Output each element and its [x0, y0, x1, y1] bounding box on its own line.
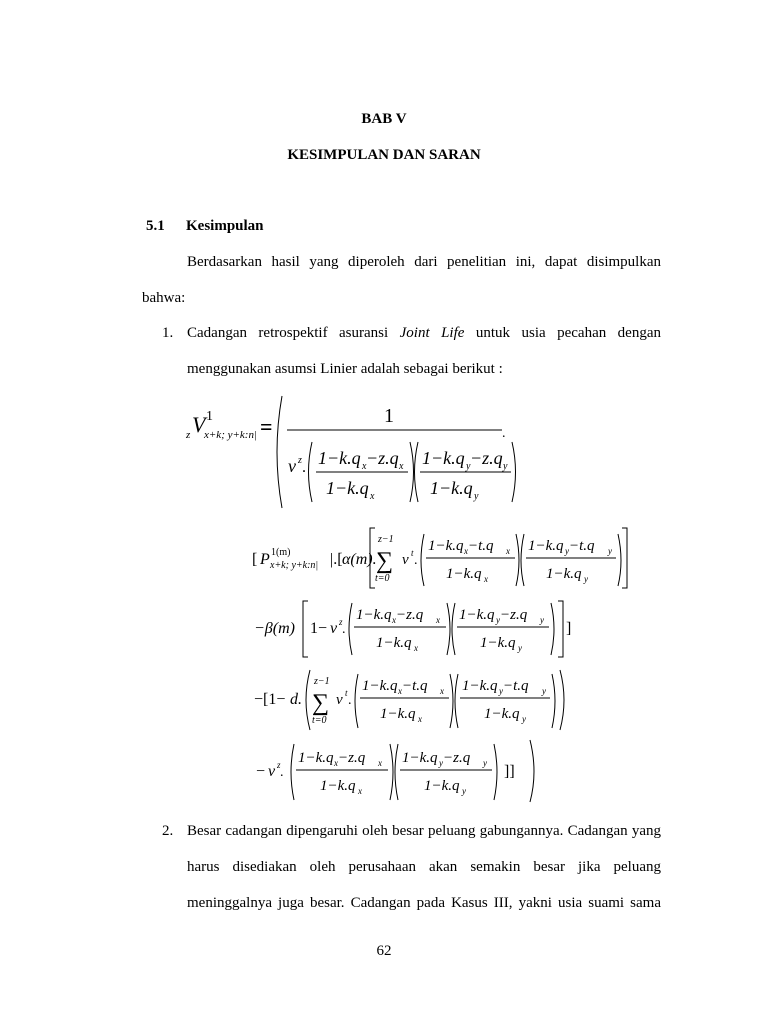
- svg-text:z: z: [339, 617, 343, 627]
- svg-text:1: 1: [384, 405, 394, 427]
- svg-text:−t.q: −t.q: [402, 678, 428, 694]
- chapter-label: BAB V: [361, 111, 407, 127]
- svg-text:x: x: [392, 615, 396, 625]
- svg-text:x: x: [358, 786, 362, 796]
- list-item-1-line-1: Cadangan retrospektif asuransi Joint Life untuk usia pecahan dengan: [187, 325, 661, 341]
- svg-text:1−k.q: 1−k.q: [402, 750, 438, 766]
- svg-text:.: .: [342, 622, 346, 637]
- svg-text:1: 1: [206, 409, 213, 424]
- svg-text:x: x: [362, 461, 367, 472]
- svg-text:−t.q: −t.q: [468, 538, 494, 554]
- section-title: Kesimpulan: [186, 218, 264, 234]
- svg-text:x: x: [414, 643, 418, 653]
- svg-text:t: t: [411, 548, 414, 558]
- list-item-number: 1.: [162, 325, 174, 341]
- svg-text:y: y: [522, 714, 526, 724]
- svg-text:t: t: [345, 688, 348, 698]
- svg-text:[: [: [252, 551, 258, 568]
- svg-text:1−k.q: 1−k.q: [546, 566, 582, 582]
- svg-text:1−k.q: 1−k.q: [320, 778, 356, 794]
- svg-text:1−k.q: 1−k.q: [356, 607, 392, 623]
- svg-text:x+k; y+k:n|: x+k; y+k:n|: [270, 560, 319, 571]
- svg-text:P: P: [260, 551, 270, 568]
- svg-text:1−k.q: 1−k.q: [462, 678, 498, 694]
- list-item-2-line-2: harus disediakan oleh perusahaan akan semakin besar jika peluang: [187, 859, 661, 875]
- svg-text:.: .: [302, 459, 306, 476]
- svg-text:1−k.q: 1−k.q: [298, 750, 334, 766]
- svg-text:x+k; y+k:n|: x+k; y+k:n|: [204, 429, 257, 441]
- section-number: 5.1: [146, 218, 165, 234]
- svg-text:−z.q: −z.q: [443, 750, 471, 766]
- svg-text:1−k.q: 1−k.q: [424, 778, 460, 794]
- svg-text:z: z: [277, 760, 281, 770]
- svg-text:z−1: z−1: [314, 676, 330, 687]
- svg-text:−z.q: −z.q: [500, 607, 528, 623]
- svg-text:x: x: [484, 574, 488, 584]
- svg-text:|.[: |.[: [330, 551, 343, 568]
- svg-text:y: y: [499, 686, 503, 696]
- svg-text:v: v: [288, 456, 296, 476]
- list-item-1-line-2: menggunakan asumsi Linier adalah sebagai berikut :: [187, 361, 503, 377]
- svg-text:y: y: [565, 546, 569, 556]
- svg-text:1−k.q: 1−k.q: [430, 478, 473, 498]
- svg-text:.: .: [280, 765, 284, 780]
- svg-text:α(m).: α(m).: [342, 551, 377, 568]
- svg-text:1−k.q: 1−k.q: [326, 478, 369, 498]
- svg-text:x: x: [399, 461, 404, 472]
- equation-line-3: [250, 597, 580, 659]
- list-item-2-line-1: Besar cadangan dipengaruhi oleh besar peluang gabungannya. Cadangan yang: [187, 823, 661, 839]
- svg-text:1−: 1−: [310, 620, 328, 637]
- svg-text:1−k.q: 1−k.q: [380, 706, 416, 722]
- svg-text:−[1−: −[1−: [254, 691, 286, 708]
- svg-text:1−k.q: 1−k.q: [362, 678, 398, 694]
- svg-text:v: v: [402, 552, 409, 568]
- svg-text:∑: ∑: [312, 690, 330, 716]
- equation-line-2: [250, 524, 640, 590]
- svg-text:y: y: [466, 461, 471, 472]
- svg-text:−z.q: −z.q: [338, 750, 366, 766]
- svg-text:x: x: [436, 615, 440, 625]
- intro-line-1: Berdasarkan hasil yang diperoleh dari penelitian ini, dapat disimpulkan: [187, 254, 661, 270]
- svg-text:.: .: [414, 553, 418, 568]
- svg-text:y: y: [483, 758, 487, 768]
- svg-text:1(m): 1(m): [271, 547, 291, 558]
- svg-text:x: x: [370, 491, 375, 502]
- svg-text:x: x: [506, 546, 510, 556]
- svg-text:]: ]: [566, 620, 572, 637]
- svg-text:.: .: [502, 426, 506, 441]
- svg-text:x: x: [418, 714, 422, 724]
- svg-text:1−k.q: 1−k.q: [428, 538, 464, 554]
- svg-text:y: y: [540, 615, 544, 625]
- svg-text:1−k.q: 1−k.q: [528, 538, 564, 554]
- svg-text:y: y: [518, 643, 522, 653]
- chapter-title: KESIMPULAN DAN SARAN: [287, 147, 481, 163]
- svg-text:t=0: t=0: [375, 573, 390, 584]
- equation-line-5: [250, 738, 550, 804]
- svg-text:x: x: [398, 686, 402, 696]
- list-item-2-line-3: meninggalnya juga besar. Cadangan pada Kasus III, yakni usia suami sama: [187, 895, 661, 911]
- svg-text:1−k.q: 1−k.q: [484, 706, 520, 722]
- svg-text:−z.q: −z.q: [396, 607, 424, 623]
- intro-line-2: bahwa:: [142, 290, 186, 306]
- page-number: 62: [376, 943, 392, 959]
- svg-text:1−k.q: 1−k.q: [446, 566, 482, 582]
- svg-text:x: x: [334, 758, 338, 768]
- svg-text:1−k.q: 1−k.q: [422, 448, 465, 468]
- svg-text:]]: ]]: [504, 763, 515, 780]
- svg-text:−t.q: −t.q: [569, 538, 595, 554]
- svg-text:x: x: [440, 686, 444, 696]
- svg-text:=: =: [260, 414, 273, 439]
- svg-text:x: x: [378, 758, 382, 768]
- svg-text:y: y: [542, 686, 546, 696]
- svg-text:1−k.q: 1−k.q: [459, 607, 495, 623]
- svg-text:1−k.q: 1−k.q: [318, 448, 361, 468]
- svg-text:y: y: [462, 786, 466, 796]
- svg-text:z: z: [186, 429, 191, 441]
- svg-text:y: y: [503, 461, 508, 472]
- svg-text:v: v: [330, 620, 338, 637]
- svg-text:x: x: [464, 546, 468, 556]
- svg-text:v: v: [268, 763, 276, 780]
- svg-text:y: y: [584, 574, 588, 584]
- svg-text:z: z: [298, 455, 302, 466]
- svg-text:d.: d.: [290, 691, 302, 708]
- svg-text:V: V: [192, 412, 206, 437]
- svg-text:v: v: [336, 692, 343, 708]
- svg-text:y: y: [474, 491, 479, 502]
- svg-text:1−k.q: 1−k.q: [480, 635, 516, 651]
- svg-text:.: .: [348, 693, 352, 708]
- svg-text:t=0: t=0: [312, 715, 327, 726]
- svg-text:−β(m): −β(m): [254, 620, 295, 637]
- svg-text:−z.q: −z.q: [366, 448, 399, 468]
- equation-line-4: [250, 666, 580, 732]
- svg-text:z−1: z−1: [378, 534, 394, 545]
- svg-text:y: y: [439, 758, 443, 768]
- svg-text:−t.q: −t.q: [503, 678, 529, 694]
- list-item-number: 2.: [162, 823, 174, 839]
- svg-text:∑: ∑: [376, 548, 394, 574]
- svg-text:y: y: [496, 615, 500, 625]
- svg-text:1−k.q: 1−k.q: [376, 635, 412, 651]
- svg-text:−z.q: −z.q: [470, 448, 503, 468]
- equation-reserve-lhs: [180, 392, 520, 517]
- svg-text:y: y: [608, 546, 612, 556]
- svg-text:−: −: [256, 763, 266, 780]
